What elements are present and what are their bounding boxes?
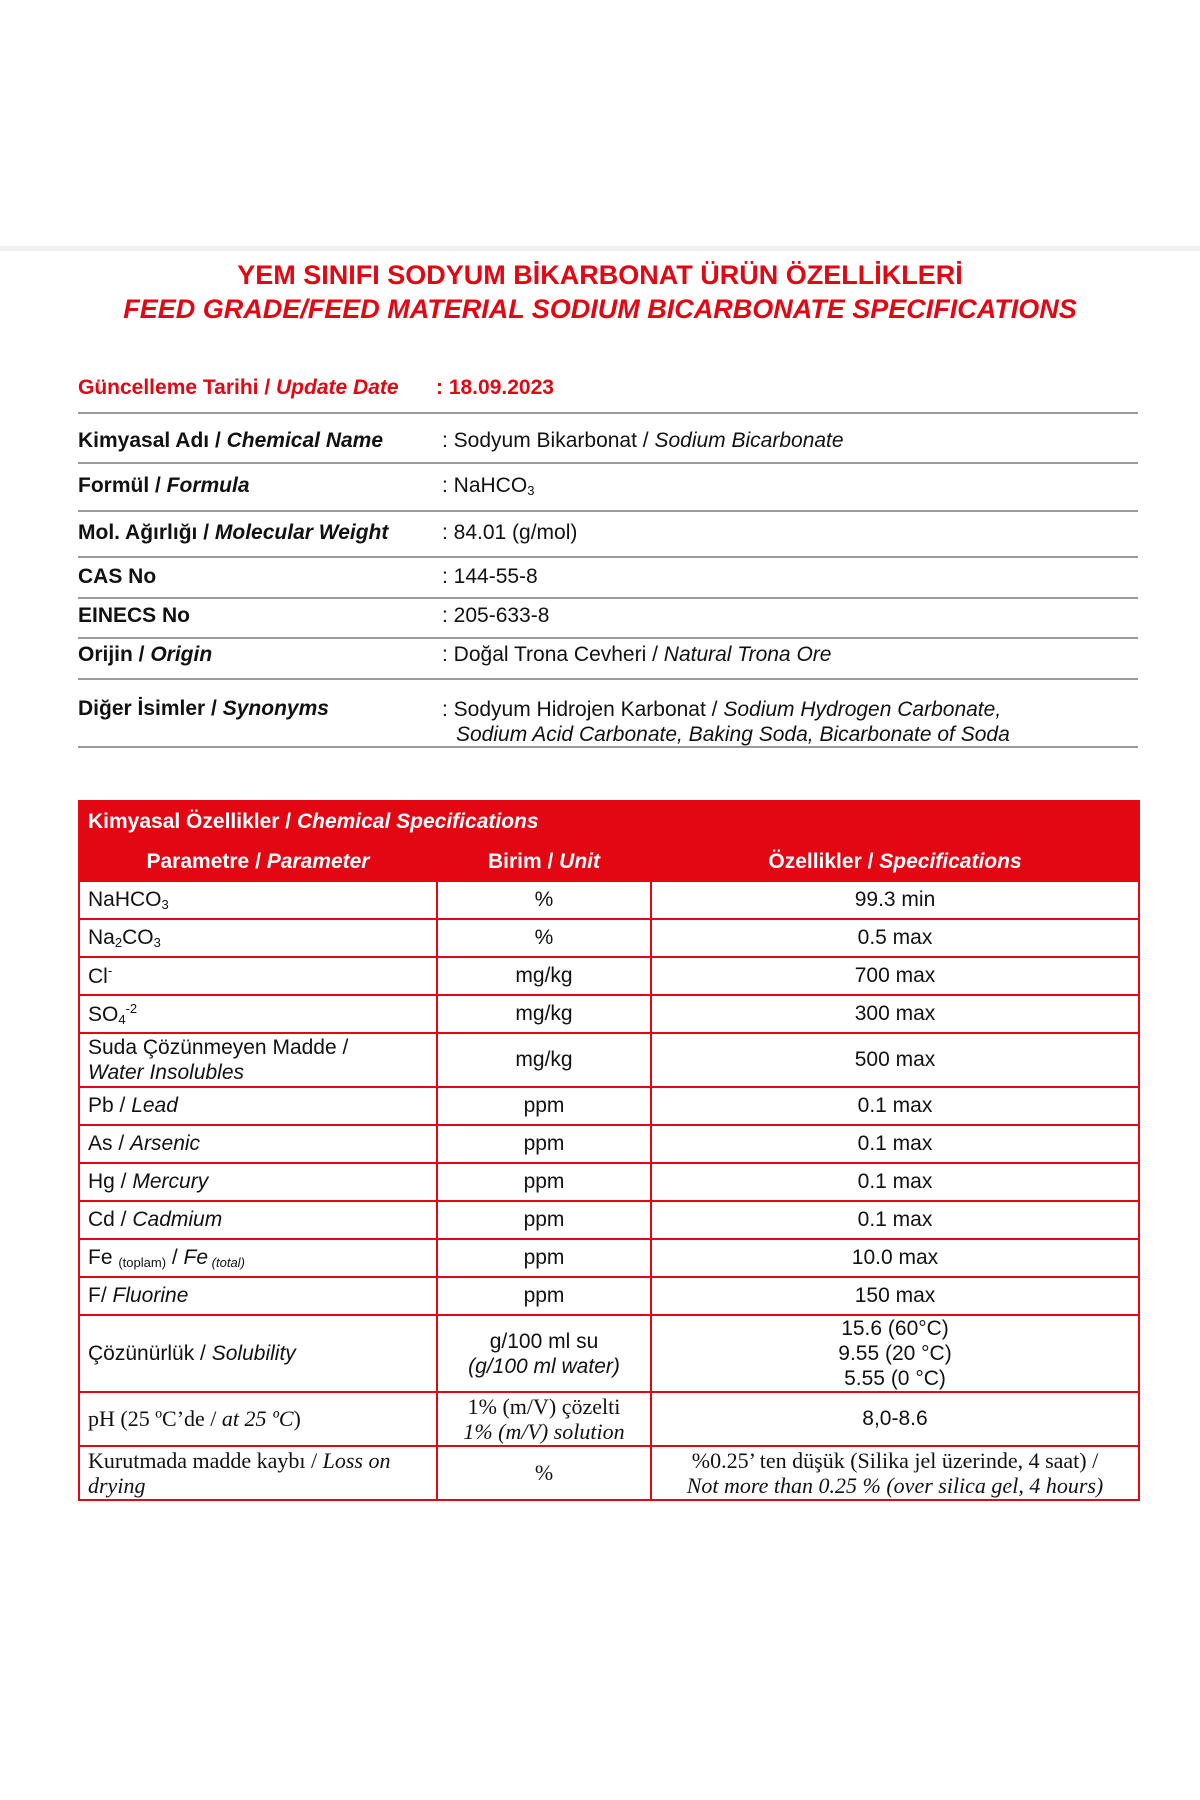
unit-cell: ppm [437,1277,651,1315]
spec-cell: 8,0-8.6 [651,1392,1139,1446]
unit-cell: % [437,919,651,957]
divider [78,746,1138,748]
col-header-specifications [651,843,1139,881]
unit-cell: ppm [437,1201,651,1239]
param-cell [79,1392,437,1446]
table-row [79,1201,1139,1239]
param-text-en: Fluorine [112,1284,189,1307]
spec-line-3: 5.55 (0 °C) [844,1367,946,1390]
param-text: CO [122,926,154,949]
unit-cell: ppm [437,1125,651,1163]
unit-cell: mg/kg [437,1033,651,1087]
param-text: / [166,1246,184,1269]
table-row [79,1163,1139,1201]
value-en: Sodium Bicarbonate [654,429,844,452]
info-label: CAS No [78,565,157,588]
info-value: : 84.01 (g/mol) [442,521,578,544]
param-text-en: drying [88,1473,146,1498]
param-text-en: Cadmium [132,1208,223,1231]
header-en: Parameter [266,850,370,873]
value-tr: : Doğal Trona Cevheri / [442,643,664,666]
spec-cell: 700 max [651,957,1139,995]
update-date-value: : 18.09.2023 [436,376,554,399]
param-cell [79,1239,437,1277]
param-text-en: at 25 ºC [221,1406,294,1431]
info-label [78,643,212,667]
param-text-en: Lead [131,1094,178,1117]
col-header-parameter [79,843,437,881]
param-text: F/ [88,1284,113,1307]
param-cell [79,1315,437,1392]
param-text-en: Loss on [322,1448,391,1473]
label-tr: Formül / [78,474,167,497]
param-text: As / [88,1132,131,1155]
spec-cell: 0.5 max [651,919,1139,957]
top-blank-area [0,0,1200,246]
value-en-1: Sodium Hydrogen Carbonate, [723,698,1002,721]
spec-cell: 0.1 max [651,1201,1139,1239]
unit-cell: ppm [437,1163,651,1201]
info-value [442,643,831,667]
info-value [442,474,534,498]
param-cell [79,995,437,1033]
update-date-label [78,376,436,400]
value-subscript: 3 [527,483,535,498]
info-label [78,697,329,721]
table-row [79,1033,1139,1087]
spec-line-2: 9.55 (20 °C) [838,1342,952,1365]
title-english: FEED GRADE/FEED MATERIAL SODIUM BICARBONATE SPECIFICATIONS [123,294,1077,324]
label-tr: Mol. Ağırlığı / [78,521,215,544]
param-text: NaHCO [88,888,162,911]
value-en: Natural Trona Ore [663,643,832,666]
param-text-en: Fe [183,1246,209,1269]
info-value [442,429,844,453]
table-row [79,1087,1139,1125]
unit-cell: mg/kg [437,957,651,995]
param-text: Pb / [88,1094,132,1117]
param-text: Cd / [88,1208,133,1231]
header-en: Specifications [879,850,1022,873]
label-tr: Kimyasal Adı / [78,429,227,452]
table-title [79,801,1139,843]
unit-line-1: g/100 ml su [489,1329,599,1353]
spec-cell [651,1315,1139,1392]
param-text: SO [88,1003,119,1026]
param-text: Cl [88,965,108,988]
spec-cell: 0.1 max [651,1087,1139,1125]
unit-cell [437,1315,651,1392]
param-subscript: 3 [161,897,169,912]
param-text: Kurutmada madde kaybı / [88,1448,323,1473]
value-en-2: Sodium Acid Carbonate, Baking Soda, Bicarbonate of Soda [456,723,1010,746]
value-tr: : Sodyum Bikarbonat / [442,429,655,452]
table-row [79,1277,1139,1315]
unit-line-1: 1% (m/V) çözelti [467,1394,621,1419]
divider [78,637,1138,639]
label-en: Formula [166,474,250,497]
info-value: : 144-55-8 [442,565,538,588]
param-cell [79,1163,437,1201]
value-tr: : Sodyum Hidrojen Karbonat / [442,698,724,721]
param-superscript: -2 [125,1001,138,1016]
param-cell [79,1087,437,1125]
table-row [79,1446,1139,1500]
info-label: EINECS No [78,604,191,627]
spec-cell: 0.1 max [651,1125,1139,1163]
param-subscript: 3 [153,935,161,950]
label-tr: Diğer İsimler / [78,697,223,720]
info-value [442,697,1010,747]
param-text: pH (25 ºC’de / [88,1406,222,1431]
unit-cell: % [437,881,651,919]
divider [78,678,1138,680]
unit-cell: % [437,1446,651,1500]
param-superscript: - [107,963,113,978]
param-text-en: Water Insolubles [88,1061,245,1084]
label-en: Synonyms [222,697,329,720]
param-cell [79,1201,437,1239]
header-tr: Özellikler / [768,850,880,873]
param-cell [79,1277,437,1315]
unit-cell: ppm [437,1087,651,1125]
header-tr: Birim / [487,850,560,873]
param-text: ) [293,1406,301,1431]
label-en: Origin [150,643,213,666]
param-text: Hg / [88,1170,133,1193]
update-label-tr: Güncelleme Tarihi / [78,376,277,399]
param-text: Na [88,926,115,949]
info-label [78,474,250,498]
table-row [79,881,1139,919]
info-value: : 205-633-8 [442,604,550,627]
param-cell [79,1446,437,1500]
param-cell [79,919,437,957]
table-row [79,1315,1139,1392]
param-subscript: 4 [118,1012,126,1027]
unit-cell: mg/kg [437,995,651,1033]
param-text: Suda Çözünmeyen Madde / [88,1036,349,1059]
label-en: Chemical Name [226,429,384,452]
table-row [79,1239,1139,1277]
spec-cell: 0.1 max [651,1163,1139,1201]
param-cell [79,957,437,995]
divider [78,597,1138,599]
spec-line-1: 15.6 (60°C) [841,1317,949,1340]
table-row [79,957,1139,995]
spec-cell: 99.3 min [651,881,1139,919]
unit-cell: ppm [437,1239,651,1277]
param-text: Çözünürlük / [88,1341,212,1365]
spec-line-2: Not more than 0.25 % (over silica gel, 4 hours) [686,1473,1104,1498]
header-tr: Parametre / [146,850,267,873]
label-en: Molecular Weight [214,521,389,544]
update-label-en: Update Date [276,376,399,399]
document-title [0,258,1200,326]
param-subscript: (toplam) [118,1255,167,1270]
spec-cell [651,1446,1139,1500]
info-label [78,429,383,453]
top-divider [0,246,1200,251]
param-subscript-en: (total) [208,1255,245,1270]
spec-cell: 10.0 max [651,1239,1139,1277]
value-text: : NaHCO [442,474,528,497]
spec-cell: 150 max [651,1277,1139,1315]
title-turkish: YEM SINIFI SODYUM BİKARBONAT ÜRÜN ÖZELLİKLERİ [237,260,963,290]
unit-cell [437,1392,651,1446]
param-cell [79,881,437,919]
unit-line-2: (g/100 ml water) [468,1354,620,1378]
col-header-unit [437,843,651,881]
label-tr: Orijin / [78,643,151,666]
chemical-specifications-table [78,800,1140,1501]
param-text-en: Arsenic [130,1132,201,1155]
divider [78,510,1138,512]
divider [78,412,1138,414]
table-row [79,995,1139,1033]
param-cell [79,1125,437,1163]
unit-line-2: 1% (m/V) solution [463,1419,625,1444]
divider [78,556,1138,558]
spec-cell: 300 max [651,995,1139,1033]
table-row [79,1392,1139,1446]
table-title-tr: Kimyasal Özellikler / [88,810,297,833]
param-text: Fe [88,1246,119,1269]
table-title-en: Chemical Specifications [296,810,539,833]
divider [78,462,1138,464]
header-en: Unit [559,850,600,873]
spec-cell: 500 max [651,1033,1139,1087]
table-row [79,1125,1139,1163]
update-date-row [78,376,1140,400]
table-row [79,919,1139,957]
spec-line-1: %0.25’ ten düşük (Silika jel üzerinde, 4 saat) / [691,1448,1099,1473]
table-title-row [79,801,1139,843]
param-text-en: Mercury [132,1170,209,1193]
param-subscript: 2 [114,935,123,950]
info-label [78,521,388,545]
param-text-en: Solubility [211,1341,296,1365]
table-header-row [79,843,1139,881]
param-cell [79,1033,437,1087]
